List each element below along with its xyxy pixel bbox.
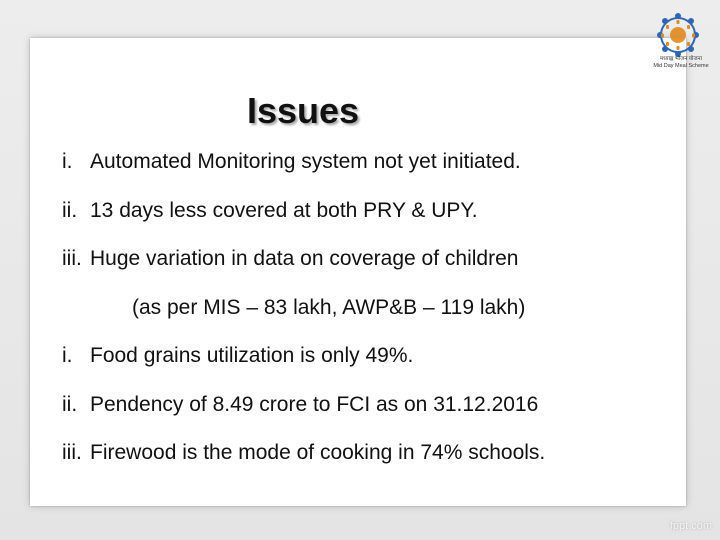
list-item-continuation: [62, 296, 702, 345]
list-marker: i.: [62, 344, 73, 367]
list-item: [62, 247, 702, 296]
logo-caption-english: Mid Day Meal Scheme: [653, 63, 709, 69]
slide-title: Issues: [246, 90, 360, 131]
list-item: [62, 441, 702, 490]
logo-caption: [648, 56, 714, 70]
list-marker: iii.: [62, 441, 82, 464]
list-item-text: 13 days less covered at both PRY & UPY.: [90, 198, 478, 222]
list-marker: iii.: [62, 247, 82, 270]
list-marker: ii.: [62, 198, 78, 222]
list-item-text: Firewood is the mode of cooking in 74% schools.: [90, 441, 546, 464]
list-marker: ii.: [62, 392, 78, 416]
list-item: [62, 344, 702, 393]
list-item: [62, 150, 702, 199]
list-item-text: Automated Monitoring system not yet initiated.: [90, 150, 521, 173]
list-marker: i.: [62, 150, 73, 173]
list-item-text: Huge variation in data on coverage of children: [90, 247, 519, 270]
list-item-text: Pendency of 8.49 crore to FCI as on 31.12.2016: [90, 392, 539, 416]
logo-caption-hindi: मध्याह्न भोजन योजना: [659, 56, 703, 62]
list-item: [62, 199, 702, 248]
watermark: fppt.com: [669, 520, 712, 532]
slide-card: [30, 38, 686, 506]
list-item: [62, 393, 702, 442]
list-item-text: (as per MIS – 83 lakh, AWP&B – 119 lakh): [132, 295, 526, 319]
issues-list: [62, 150, 702, 490]
list-item-text: Food grains utilization is only 49%.: [90, 344, 414, 367]
